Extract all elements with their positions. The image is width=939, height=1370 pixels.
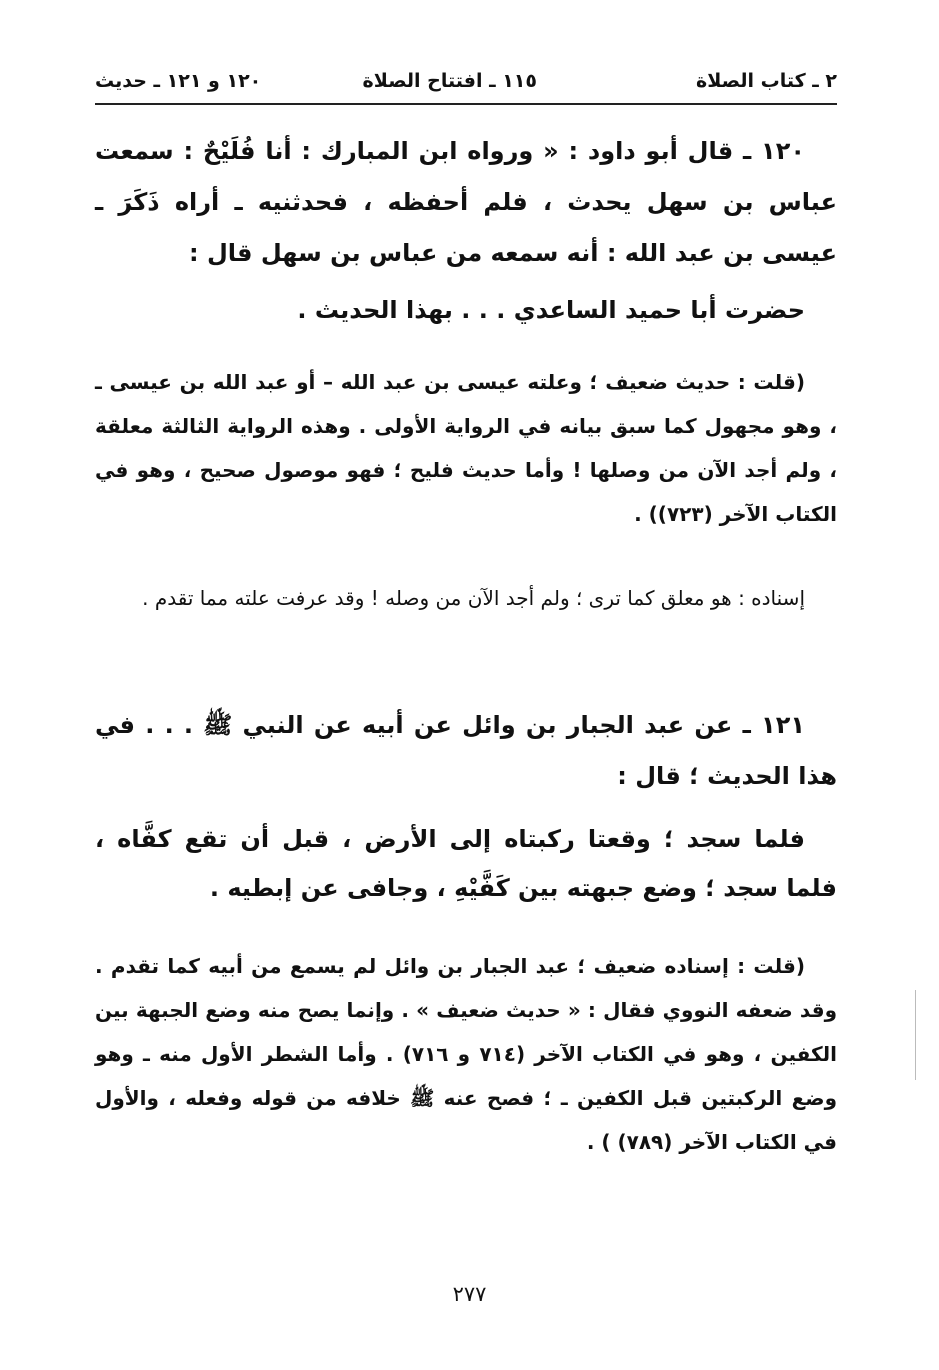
hadith-120-isnad: إسناده : هو معلق كما ترى ؛ ولم أجد الآن من وصله ! وقد عرفت علته مما تقدم . <box>142 586 805 610</box>
hadith-120-matn <box>95 286 837 335</box>
header-divider <box>95 103 837 105</box>
header-book-title: ٢ ـ كتاب الصلاة <box>696 70 837 92</box>
hadith-121-matn-text: فلما سجد ؛ وقعتا ركبتاه إلى الأرض ، قبل أن تقع كفَّاه ، فلما سجد ؛ وضع جبهته بين كَفَّيْهِ ، وجافى عن إبطيه . <box>95 825 837 902</box>
header-chapter-title: ١١٥ ـ افتتاح الصلاة <box>362 70 537 92</box>
hadith-120-note: (قلت : حديث ضعيف ؛ وعلته عيسى بن عبد الله – أو عبد الله بن عيسى ـ ، وهو مجهول كما سبق بيانه في الرواية الأولى . وهذه الرواية الثالثة معلقة ، ولم أجد الآن من وصلها ! وأما حديث فليح ؛ فهو موصول صحيح ، وهو في الكتاب الآخر (٧٢٣)) . <box>95 370 837 526</box>
scan-edge-mark <box>915 990 916 1080</box>
hadith-121-matn <box>95 815 837 913</box>
hadith-121-text: ١٢١ ـ عن عبد الجبار بن وائل عن أبيه عن النبي ﷺ . . . في هذا الحديث ؛ قال : <box>95 711 837 790</box>
hadith-120-matn-text: حضرت أبا حميد الساعدي . . . بهذا الحديث . <box>297 296 805 324</box>
header-hadith-range: ١٢٠ و ١٢١ ـ حديث <box>95 70 262 92</box>
page-number: ٢٧٧ <box>452 1282 487 1306</box>
hadith-120-text: ١٢٠ ـ قال أبو داود : « ورواه ابن المبارك : أنا فُلَيْحٌ : سمعت عباس بن سهل يحدث ، فلم أحفظه ، فحدثنيه ـ أراه ذَكَرَ ـ عيسى بن عبد الله : أنه سمعه من عباس بن سهل قال : <box>95 137 837 267</box>
running-header <box>95 66 837 100</box>
hadith-121-note: (قلت : إسناده ضعيف ؛ عبد الجبار بن وائل لم يسمع من أبيه كما تقدم . وقد ضعفه النووي فقال : « حديث ضعيف » . وإنما يصح منه وضع الجبهة بين الكفين ، وهو في الكتاب الآخر (٧١٤ و ٧١٦) . وأما الشطر الأول منه ـ وهو وضع الركبتين قبل الكفين ـ ؛ فصح عنه ﷺ خلافه من قوله وفعله ، والأول في الكتاب الآخر (٧٨٩) ) . <box>95 954 837 1154</box>
